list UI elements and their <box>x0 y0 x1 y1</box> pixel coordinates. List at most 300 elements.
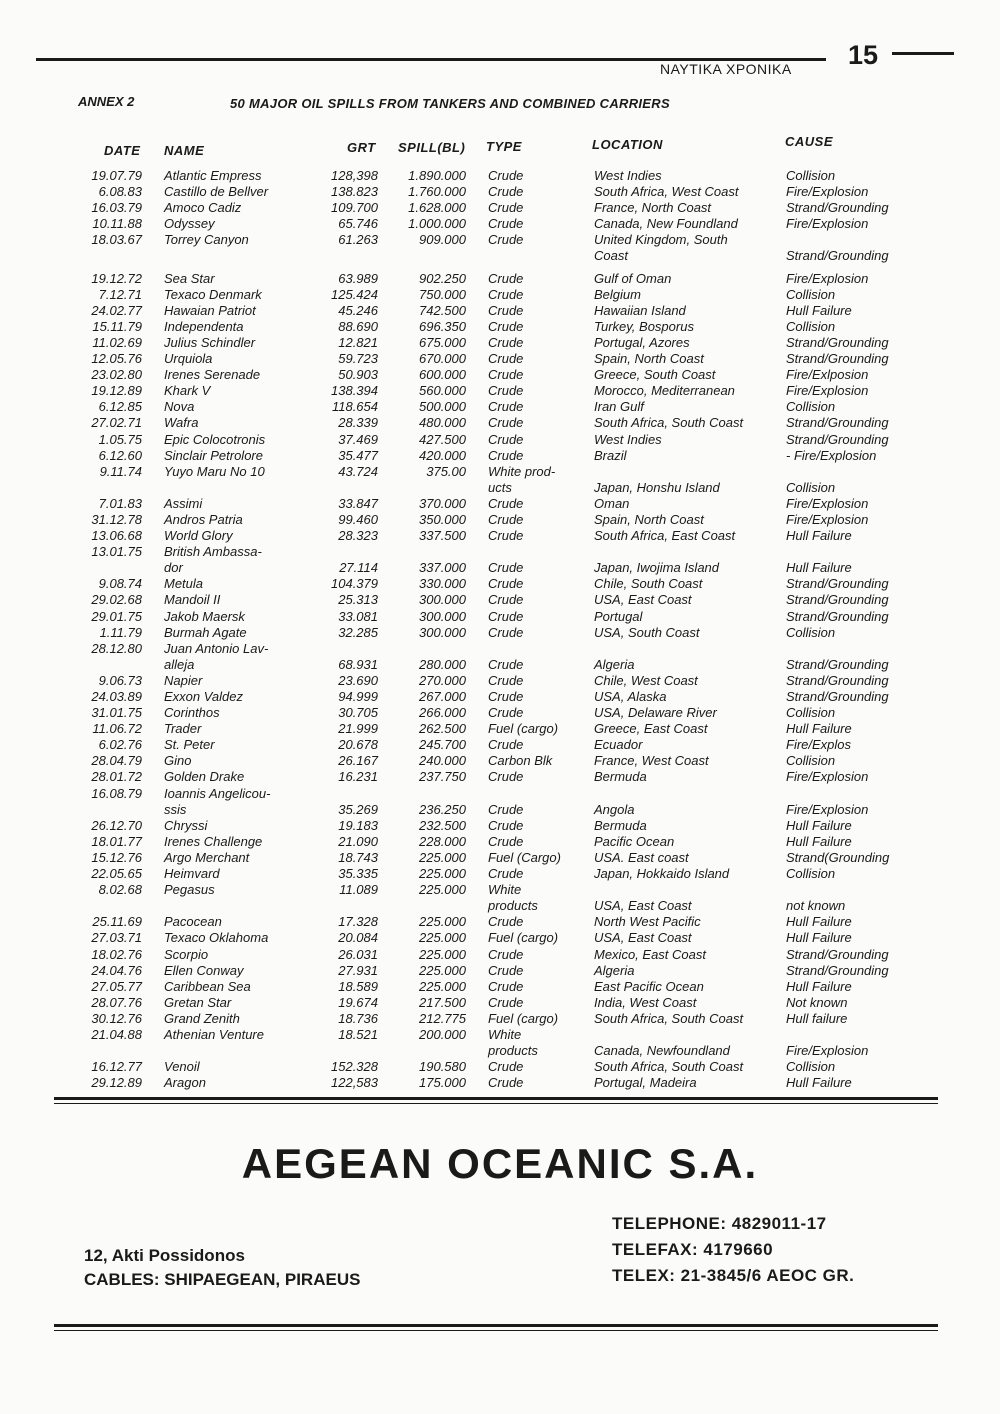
company-name: AEGEAN OCEANIC S.A. <box>241 1140 759 1187</box>
cell-location: West Indies <box>594 168 662 183</box>
cell-date: 23.02.80 <box>91 367 142 383</box>
cell-location: France, North Coast <box>594 200 712 216</box>
cell-spill: 225.000 <box>419 962 466 978</box>
cell-date: 30.12.76 <box>91 1010 142 1026</box>
divider-rule-bottom <box>54 1324 938 1327</box>
cell-type: Crude <box>488 608 524 624</box>
cell-spill: 270.000 <box>419 672 466 688</box>
cell-cause: Collision <box>786 866 836 882</box>
cell-type: Crude <box>488 576 524 592</box>
cell-grt: 12.821 <box>338 334 378 350</box>
cell-date: 6.12.85 <box>98 399 142 415</box>
cell-type: Crude <box>488 495 524 511</box>
table-row <box>0 609 1000 625</box>
cell-name: Athenian Venture <box>164 1026 264 1042</box>
cell-name: Grand Zenith <box>164 1010 240 1026</box>
cell-cause: Strand/Grounding <box>786 431 889 447</box>
cell-spill: 225.000 <box>419 866 466 882</box>
cell-type: Crude <box>488 656 524 672</box>
table-row <box>0 753 1000 769</box>
cell-name: alleja <box>164 656 195 672</box>
table-row <box>0 367 1000 383</box>
cell-type: Crude <box>488 592 524 608</box>
cell-cause: Strand/Grounding <box>786 415 889 431</box>
cell-location: USA, Delaware River <box>594 705 717 721</box>
column-header-spill: SPILL(BL) <box>398 140 466 155</box>
cell-date: 11.02.69 <box>92 334 142 350</box>
cell-grt: 17.328 <box>338 914 378 930</box>
cell-date: 27.03.71 <box>91 930 142 946</box>
table-row <box>0 786 1000 802</box>
cell-cause: Strand/Grounding <box>786 962 889 978</box>
cell-cause: Hull Failure <box>786 560 852 576</box>
cell-name: Urquiola <box>164 351 213 367</box>
page-number: 15 <box>848 40 879 70</box>
cell-location: Iran Gulf <box>594 399 644 415</box>
cell-location: India, West Coast <box>594 994 697 1010</box>
cell-cause: Strand(Grounding <box>786 849 890 865</box>
publication-title: ΝΑΥΤΙΚΑ ΧΡΟΝΙΚΑ <box>660 61 792 77</box>
cell-name: Irenes Challenge <box>164 833 263 849</box>
table-row <box>0 1075 1000 1091</box>
cell-location: Brazil <box>594 447 627 463</box>
cell-grt: 43.724 <box>338 463 378 479</box>
cell-type: Crude <box>488 383 524 399</box>
cell-name: Corinthos <box>164 705 220 721</box>
cell-type: Carbon Blk <box>488 753 553 769</box>
cell-name: Ioannis Angelicou- <box>164 785 271 801</box>
cell-name: Trader <box>164 721 202 737</box>
cell-grt: 30.705 <box>338 705 378 721</box>
cell-name: Assimi <box>164 495 203 511</box>
table-row <box>0 560 1000 576</box>
cell-grt: 125.424 <box>331 286 378 302</box>
cell-spill: 300.000 <box>419 592 466 608</box>
header-rule-right <box>892 52 954 55</box>
cell-date: 10.11.88 <box>92 216 142 232</box>
company-telephone: TELEPHONE: 4829011-17 <box>612 1214 827 1233</box>
cell-location: Portugal, Azores <box>594 334 690 350</box>
cell-cause: Hull Failure <box>786 817 852 833</box>
cell-type: Crude <box>488 399 524 415</box>
cell-spill: 217.500 <box>419 994 466 1010</box>
cell-spill: 675.000 <box>419 334 466 350</box>
cell-spill: 236.250 <box>419 801 466 817</box>
cell-grt: 20.084 <box>338 930 378 946</box>
cell-spill: 420.000 <box>419 447 466 463</box>
cell-location: Bermuda <box>594 769 647 785</box>
cell-location: Angola <box>594 801 635 817</box>
cell-spill: 267.000 <box>419 689 466 704</box>
company-telex: TELEX: 21-3845/6 AEOC GR. <box>612 1266 855 1285</box>
cell-grt: 33.847 <box>338 495 378 511</box>
cell-name: ssis <box>164 801 187 817</box>
cell-grt: 18.589 <box>338 978 378 994</box>
cell-grt: 35.269 <box>338 801 378 817</box>
table-row <box>0 1059 1000 1075</box>
column-header-location: LOCATION <box>592 137 663 152</box>
table-row <box>0 1043 1000 1059</box>
cell-grt: 138.823 <box>331 184 378 200</box>
column-header-name: NAME <box>164 143 205 158</box>
cell-name: Argo Merchant <box>164 849 250 865</box>
table-row <box>0 271 1000 287</box>
table-row <box>0 496 1000 512</box>
cell-name: Burmah Agate <box>164 624 247 640</box>
cell-cause: Strand/Grounding <box>786 672 889 688</box>
cell-grt: 33.081 <box>338 608 378 624</box>
cell-spill: 500.000 <box>419 399 466 415</box>
table-row <box>0 802 1000 818</box>
cell-grt: 21.090 <box>338 833 378 849</box>
cell-spill: 225.000 <box>419 978 466 994</box>
cell-date: 18.03.67 <box>91 232 142 248</box>
table-row <box>0 232 1000 248</box>
cell-type: Crude <box>488 769 524 785</box>
cell-spill: 266.000 <box>419 705 466 721</box>
cell-cause: Hull Failure <box>786 833 852 849</box>
cell-cause: Strand/Grounding <box>786 248 889 264</box>
cell-spill: 225.000 <box>419 849 466 865</box>
company-telefax: TELEFAX: 4179660 <box>612 1240 774 1259</box>
table-row <box>0 882 1000 898</box>
cell-date: 28.04.79 <box>91 753 142 769</box>
cell-spill: 480.000 <box>419 415 466 431</box>
cell-name: Khark V <box>164 383 211 399</box>
cell-location: Turkey, Bosporus <box>594 318 694 334</box>
cell-date: 6.02.76 <box>98 737 142 753</box>
cell-type: Crude <box>488 431 524 447</box>
cell-spill: 1.628.000 <box>408 200 466 216</box>
cell-type: Crude <box>488 447 524 463</box>
cell-type: Crude <box>488 1075 524 1091</box>
cell-cause: Collision <box>786 479 836 495</box>
cell-name: Castillo de Bellver <box>164 184 269 200</box>
cell-grt: 32.285 <box>338 624 378 640</box>
cell-cause: Collision <box>786 753 836 769</box>
cell-spill: 300.000 <box>419 624 466 640</box>
cell-spill: 225.000 <box>419 930 466 946</box>
cell-name: Andros Patria <box>164 511 243 527</box>
cell-grt: 59.723 <box>338 351 378 367</box>
cell-spill: 375.00 <box>426 463 466 479</box>
cell-cause: Not known <box>786 994 848 1010</box>
table-row <box>0 448 1000 464</box>
cell-date: 29.01.75 <box>91 608 142 624</box>
cell-type: Crude <box>488 286 524 302</box>
cell-location: Spain, North Coast <box>594 511 704 527</box>
table-row <box>0 705 1000 721</box>
cell-date: 16.03.79 <box>91 200 142 216</box>
cell-date: 31.01.75 <box>91 705 142 721</box>
cell-name: Julius Schindler <box>164 334 256 350</box>
cell-name: Napier <box>164 672 203 688</box>
cell-type: Crude <box>488 318 524 334</box>
cell-grt: 19.183 <box>338 817 378 833</box>
cell-cause: Strand/Grounding <box>786 592 889 608</box>
cell-cause: Collision <box>786 1059 836 1075</box>
cell-location: Japan, Iwojima Island <box>594 560 720 576</box>
cell-grt: 122,583 <box>331 1075 378 1091</box>
cell-type: Crude <box>488 334 524 350</box>
table-row <box>0 287 1000 303</box>
cell-grt: 21.999 <box>338 721 378 737</box>
cell-date: 7.01.83 <box>98 495 142 511</box>
cell-date: 16.08.79 <box>91 785 142 801</box>
cell-location: Japan, Honshu Island <box>594 479 720 495</box>
cell-location: Chile, South Coast <box>594 576 703 592</box>
table-row <box>0 930 1000 946</box>
cell-location: United Kingdom, South <box>594 232 728 248</box>
table-row <box>0 673 1000 689</box>
table-row <box>0 464 1000 480</box>
cell-cause: Fire/Explosion <box>786 184 869 200</box>
cell-location: Algeria <box>594 656 635 672</box>
cell-location: Algeria <box>594 962 635 978</box>
cell-cause: - Fire/Explosion <box>786 447 877 463</box>
cell-date: 18.01.77 <box>91 833 142 849</box>
company-cables: CABLES: SHIPAEGEAN, PIRAEUS <box>84 1270 361 1289</box>
cell-name: Pegasus <box>164 882 215 898</box>
cell-spill: 909.000 <box>419 232 466 248</box>
cell-cause: Strand/Grounding <box>786 946 889 962</box>
oil-spills-table <box>0 168 1000 1091</box>
table-row <box>0 528 1000 544</box>
cell-name: Exxon Valdez <box>164 689 244 704</box>
table-row <box>0 248 1000 264</box>
cell-grt: 61.263 <box>338 232 378 248</box>
cell-cause: Hull Failure <box>786 930 852 946</box>
cell-name: Golden Drake <box>164 769 245 785</box>
cell-location: Oman <box>594 495 630 511</box>
column-header-date: DATE <box>104 143 141 158</box>
cell-spill: 427.500 <box>419 431 466 447</box>
table-row <box>0 641 1000 657</box>
cell-location: Greece, East Coast <box>594 721 708 737</box>
cell-type: Crude <box>488 200 524 216</box>
cell-name: Epic Colocotronis <box>164 431 266 447</box>
cell-type: Crude <box>488 817 524 833</box>
cell-type: Crude <box>488 624 524 640</box>
cell-grt: 18.743 <box>338 849 378 865</box>
cell-name: Scorpio <box>164 946 209 962</box>
table-row <box>0 850 1000 866</box>
table-row <box>0 737 1000 753</box>
cell-grt: 28.339 <box>338 415 378 431</box>
table-row <box>0 303 1000 319</box>
divider-rule-top-thin <box>54 1103 938 1104</box>
cell-location: USA, East Coast <box>594 930 692 946</box>
column-header-grt: GRT <box>347 140 376 155</box>
cell-date: 31.12.78 <box>91 511 142 527</box>
cell-cause: Hull Failure <box>786 978 852 994</box>
cell-date: 18.02.76 <box>91 946 142 962</box>
cell-type: Crude <box>488 232 524 248</box>
cell-date: 15.11.79 <box>92 318 142 334</box>
cell-grt: 50.903 <box>338 367 378 383</box>
cell-type: Crude <box>488 528 524 544</box>
table-row <box>0 399 1000 415</box>
cell-spill: 237.750 <box>419 769 466 785</box>
cell-location: Portugal, Madeira <box>594 1075 697 1091</box>
cell-name: Gretan Star <box>164 994 232 1010</box>
cell-grt: 19.674 <box>338 994 378 1010</box>
cell-name: Odyssey <box>164 216 215 232</box>
cell-name: World Glory <box>164 528 233 544</box>
cell-type: Crude <box>488 914 524 930</box>
cell-grt: 27.114 <box>339 560 378 576</box>
cell-type: Crude <box>488 833 524 849</box>
cell-name: Ellen Conway <box>164 962 244 978</box>
divider-rule-bottom-thin <box>54 1330 938 1331</box>
cell-name: Heimvard <box>164 866 220 882</box>
cell-type: Crude <box>488 801 524 817</box>
cell-type: Fuel (cargo) <box>488 1010 559 1026</box>
cell-cause: Collision <box>786 624 836 640</box>
cell-date: 21.04.88 <box>91 1026 142 1042</box>
cell-spill: 750.000 <box>419 286 466 302</box>
page-header <box>0 0 1000 90</box>
cell-type: Crude <box>488 270 524 286</box>
cell-cause: Fire/Explosion <box>786 270 869 286</box>
cell-name: Venoil <box>164 1059 200 1075</box>
cell-spill: 300.000 <box>419 608 466 624</box>
cell-grt: 152.328 <box>331 1059 378 1075</box>
cell-cause: Fire/Explosion <box>786 383 869 399</box>
table-row <box>0 415 1000 431</box>
cell-cause: Hull Failure <box>786 528 852 544</box>
cell-grt: 35.477 <box>338 447 378 463</box>
cell-location: France, West Coast <box>594 753 709 769</box>
cell-cause: Fire/Explosion <box>786 495 869 511</box>
cell-name: Pacocean <box>164 914 222 930</box>
cell-name: Torrey Canyon <box>164 232 249 248</box>
cell-grt: 20.678 <box>338 737 378 753</box>
cell-type: Fuel (cargo) <box>488 721 559 737</box>
cell-date: 27.02.71 <box>91 415 142 431</box>
cell-grt: 26.031 <box>338 946 378 962</box>
cell-location: Canada, Newfoundland <box>594 1043 730 1059</box>
cell-cause: Hull Failure <box>786 721 852 737</box>
cell-type: Crude <box>488 737 524 753</box>
cell-grt: 28.323 <box>338 528 378 544</box>
table-row <box>0 168 1000 184</box>
cell-cause: Fire/Explosion <box>786 1043 869 1059</box>
cell-type: Crude <box>488 351 524 367</box>
cell-grt: 26.167 <box>338 753 378 769</box>
cell-cause: Collision <box>786 168 836 183</box>
cell-grt: 35.335 <box>338 866 378 882</box>
annex-label: ANNEX 2 <box>78 94 135 109</box>
cell-grt: 94.999 <box>338 689 378 704</box>
cell-spill: 175.000 <box>419 1075 466 1091</box>
cell-date: 6.08.83 <box>98 184 142 200</box>
table-row <box>0 721 1000 737</box>
cell-type: Crude <box>488 962 524 978</box>
cell-grt: 37.469 <box>338 431 378 447</box>
table-row <box>0 184 1000 200</box>
cell-name: Jakob Maersk <box>164 608 245 624</box>
cell-spill: 280.000 <box>419 656 466 672</box>
cell-type: Crude <box>488 367 524 383</box>
cell-date: 26.12.70 <box>91 817 142 833</box>
cell-spill: 240.000 <box>419 753 466 769</box>
cell-date: 9.06.73 <box>98 672 142 688</box>
cell-grt: 65.746 <box>338 216 378 232</box>
cell-grt: 23.690 <box>338 672 378 688</box>
cell-spill: 560.000 <box>419 383 466 399</box>
cell-cause: Strand/Grounding <box>786 608 889 624</box>
cell-date: 11.06.72 <box>92 721 142 737</box>
cell-location: Belgium <box>594 286 641 302</box>
table-row <box>0 834 1000 850</box>
cell-cause: not known <box>786 898 846 914</box>
cell-date: 28.12.80 <box>91 640 142 656</box>
cell-type: Crude <box>488 302 524 318</box>
cell-type: Crude <box>488 511 524 527</box>
cell-type: White <box>488 1026 522 1042</box>
cell-type: Crude <box>488 978 524 994</box>
table-row <box>0 383 1000 399</box>
cell-date: 24.04.76 <box>91 962 142 978</box>
column-header-cause: CAUSE <box>785 134 834 149</box>
cell-location: USA. East coast <box>594 849 689 865</box>
cell-grt: 88.690 <box>338 318 378 334</box>
cell-grt: 138.394 <box>331 383 378 399</box>
cell-grt: 11.089 <box>339 882 378 898</box>
cell-date: 1.11.79 <box>99 624 142 640</box>
cell-date: 15.12.76 <box>91 849 142 865</box>
cell-grt: 118.654 <box>331 399 378 415</box>
divider-rule-top <box>54 1097 938 1100</box>
cell-name: Juan Antonio Lav- <box>164 640 269 656</box>
cell-location: South Africa, South Coast <box>594 1059 744 1075</box>
cell-spill: 212.775 <box>419 1010 466 1026</box>
table-row <box>0 979 1000 995</box>
cell-cause: Strand/Grounding <box>786 334 889 350</box>
cell-type: Crude <box>488 184 524 200</box>
cell-cause: Strand/Grounding <box>786 351 889 367</box>
cell-grt: 18.736 <box>338 1010 378 1026</box>
cell-date: 19.12.89 <box>91 383 142 399</box>
cell-name: Yuyo Maru No 10 <box>164 463 265 479</box>
cell-name: Texaco Denmark <box>164 286 262 302</box>
table-row <box>0 963 1000 979</box>
cell-location: Canada, New Foundland <box>594 216 738 232</box>
table-row <box>0 216 1000 232</box>
table-row <box>0 200 1000 216</box>
cell-name: Mandoil II <box>164 592 221 608</box>
table-row <box>0 769 1000 785</box>
cell-name: Irenes Serenade <box>164 367 261 383</box>
table-row <box>0 319 1000 335</box>
cell-date: 27.05.77 <box>91 978 142 994</box>
table-row <box>0 866 1000 882</box>
cell-spill: 670.000 <box>419 351 466 367</box>
cell-spill: 600.000 <box>419 367 466 383</box>
cell-location: West Indies <box>594 431 662 447</box>
cell-type: Crude <box>488 415 524 431</box>
cell-location: Pacific Ocean <box>594 833 675 849</box>
cell-location: USA, East Coast <box>594 592 692 608</box>
cell-grt: 128,398 <box>331 168 378 183</box>
cell-type: Crude <box>488 705 524 721</box>
table-row <box>0 995 1000 1011</box>
cell-type: Crude <box>488 216 524 232</box>
cell-date: 13.06.68 <box>91 528 142 544</box>
cell-grt: 25.313 <box>338 592 378 608</box>
cell-type: Crude <box>488 168 524 183</box>
